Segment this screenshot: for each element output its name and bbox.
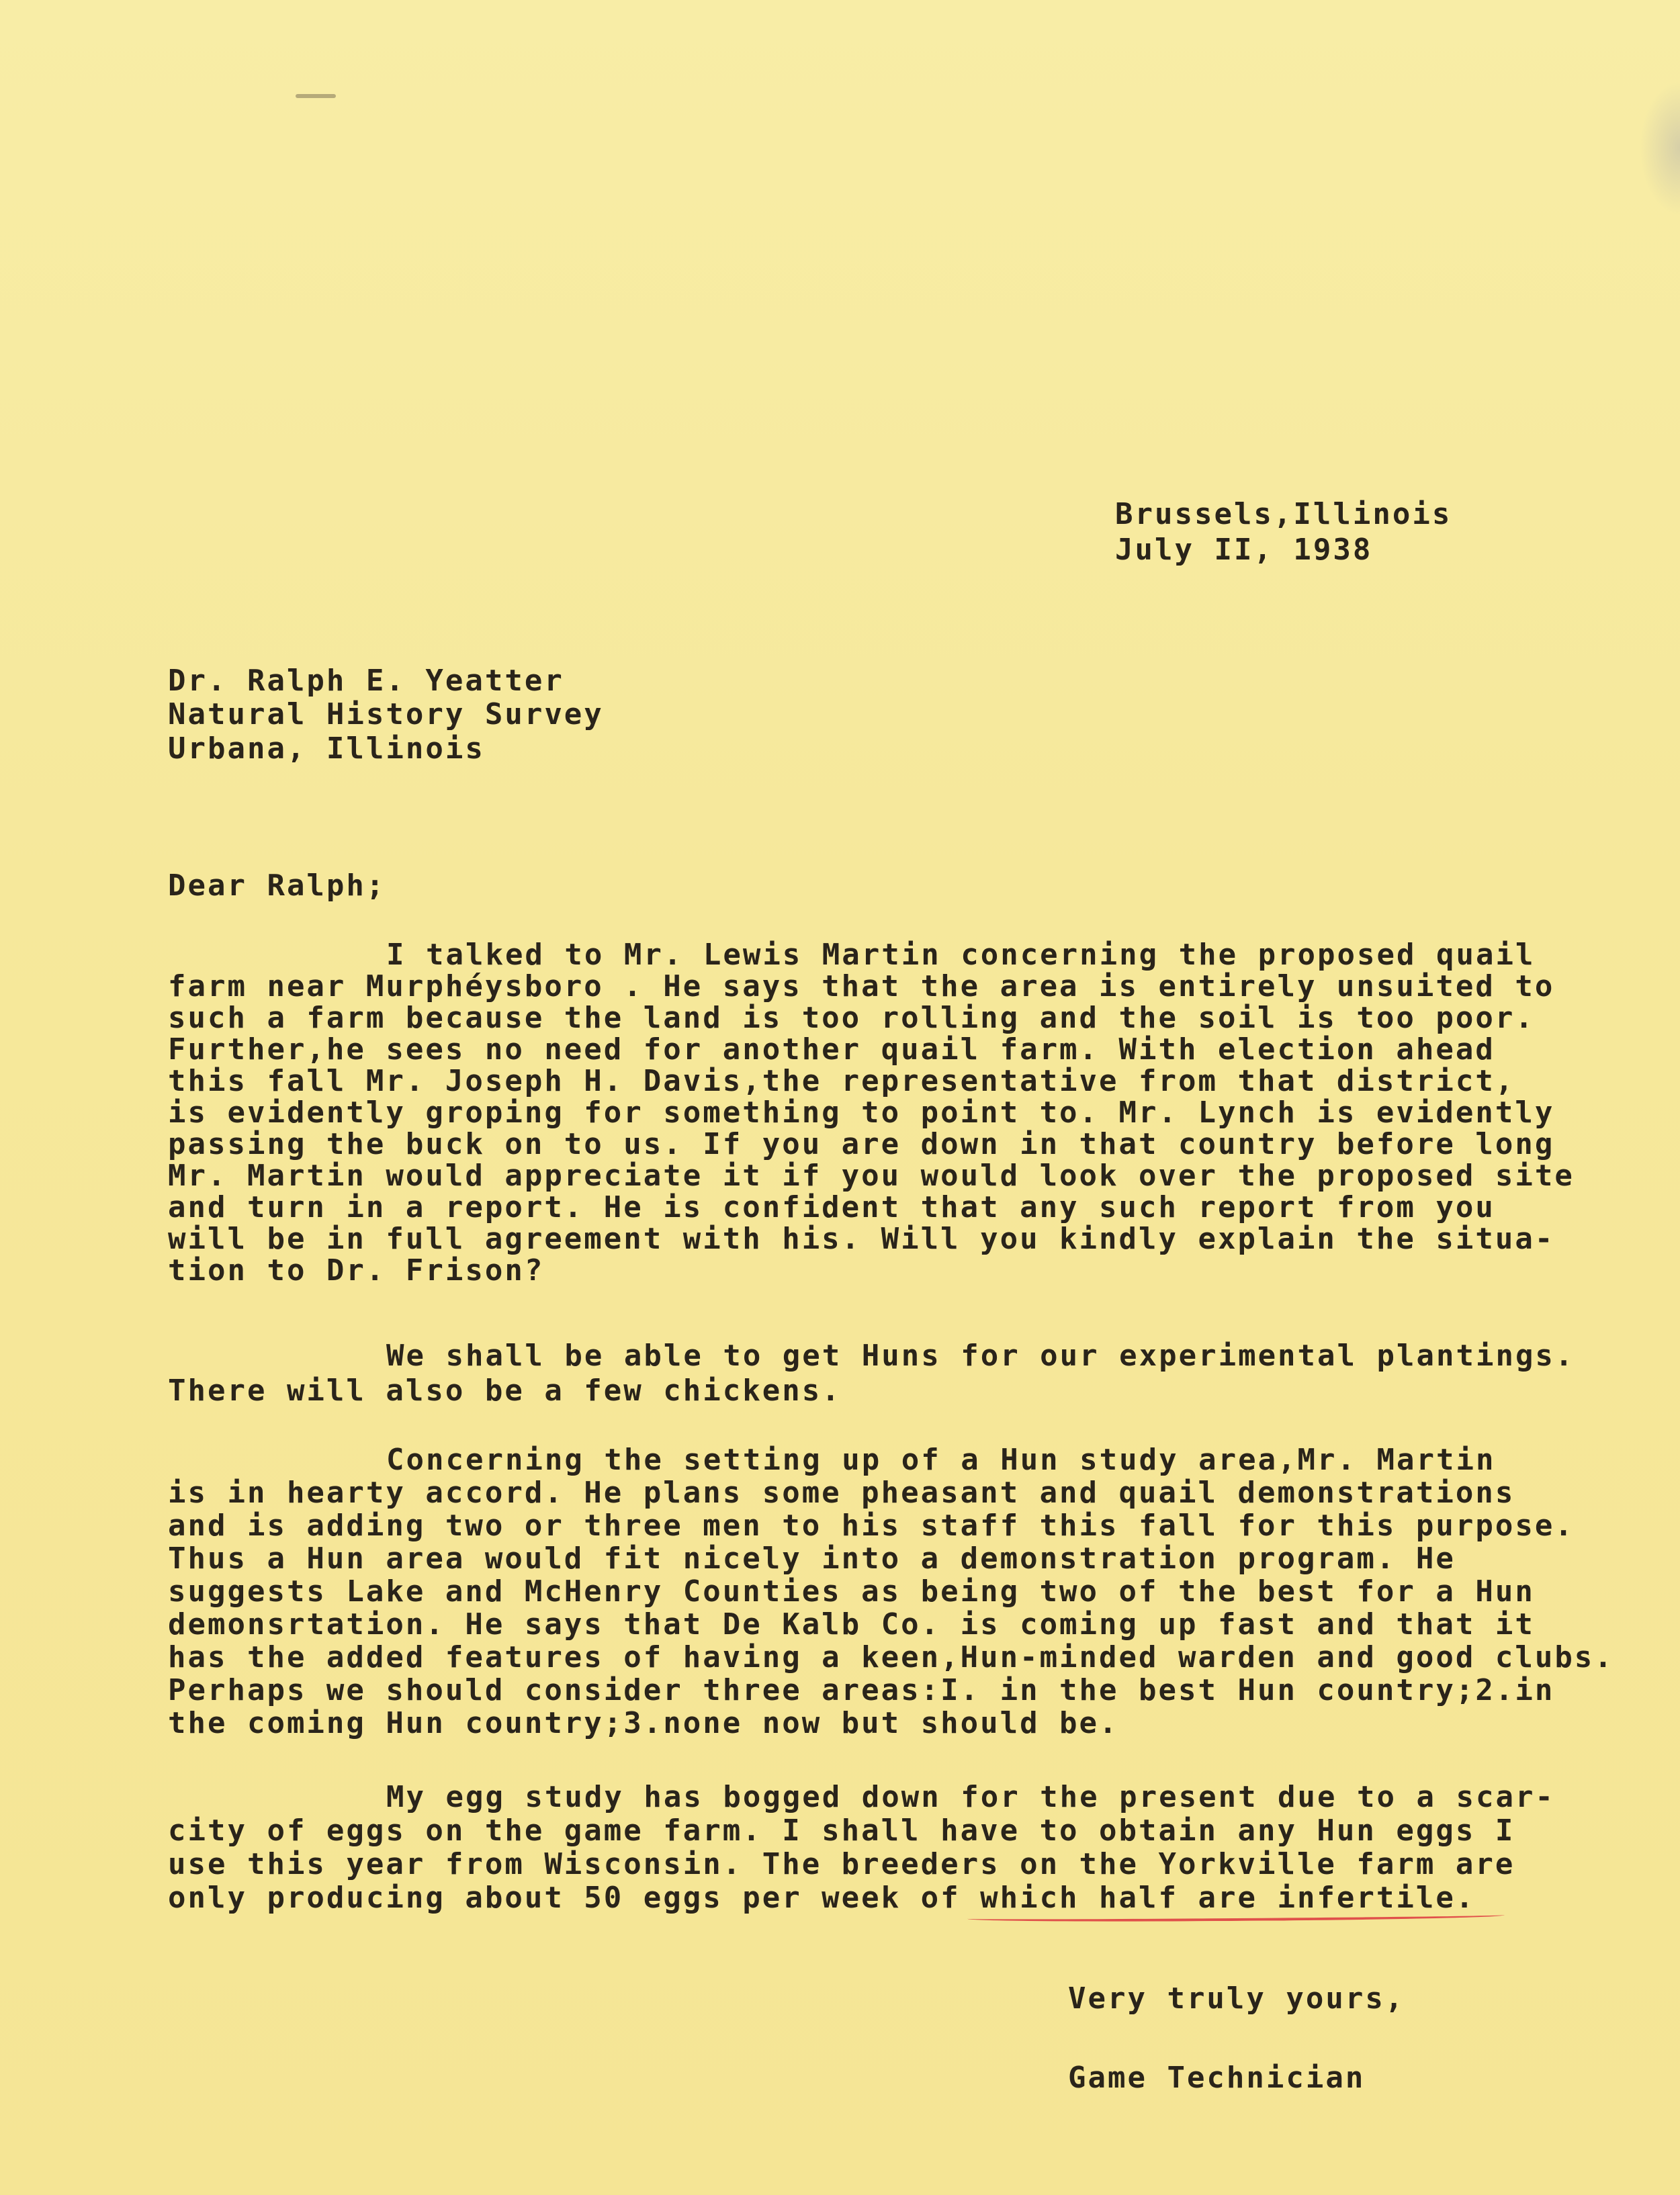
- para3-line: the coming Hun country;3.none now but should be.: [168, 1706, 1119, 1740]
- para1-line: Further,he sees no need for another quail farm. With election ahead: [168, 1032, 1495, 1067]
- para3-line: has the added features of having a keen,Hun-minded warden and good clubs.: [168, 1640, 1614, 1674]
- para1-line: tion to Dr. Frison?: [168, 1253, 545, 1288]
- signature-title: Game Technician: [1068, 2061, 1366, 2095]
- date-line: July II, 1938: [1115, 533, 1373, 567]
- para1-line: and turn in a report. He is confident that any such report from you: [168, 1190, 1495, 1224]
- para3-line: Perhaps we should consider three areas:I. in the best Hun country;2.in: [168, 1673, 1555, 1707]
- recipient-name: Dr. Ralph E. Yeatter: [168, 664, 564, 698]
- para4-line: My egg study has bogged down for the present due to a scar-: [386, 1780, 1555, 1814]
- para4-line: use this year from Wisconsin. The breeders on the Yorkville farm are: [168, 1847, 1515, 1881]
- para4-line: city of eggs on the game farm. I shall have to obtain any Hun eggs I: [168, 1813, 1515, 1848]
- para1-line: farm near Murphéysboro . He says that the area is entirely unsuited to: [168, 969, 1555, 1003]
- para1-line: will be in full agreement with his. Will you kindly explain the situa-: [168, 1222, 1555, 1256]
- para1-line: such a farm because the land is too rolling and the soil is too poor.: [168, 1001, 1535, 1035]
- para3-line: and is adding two or three men to his staff this fall for this purpose.: [168, 1509, 1575, 1543]
- para3-line: is in hearty accord. He plans some pheasant and quail demonstrations: [168, 1476, 1515, 1510]
- closing: Very truly yours,: [1068, 1981, 1405, 2016]
- place-line: Brussels,Illinois: [1115, 497, 1452, 531]
- para2-line: We shall be able to get Huns for our experimental plantings.: [386, 1339, 1575, 1373]
- para3-line: Thus a Hun area would fit nicely into a demonstration program. He: [168, 1541, 1456, 1576]
- salutation: Dear Ralph;: [168, 868, 386, 903]
- para3-line: Concerning the setting up of a Hun study area,Mr. Martin: [386, 1443, 1496, 1477]
- para1-line: I talked to Mr. Lewis Martin concerning the proposed quail: [386, 938, 1536, 972]
- para3-line: suggests Lake and McHenry Counties as being two of the best for a Hun: [168, 1574, 1535, 1609]
- para2-line: There will also be a few chickens.: [168, 1374, 842, 1408]
- para1-line: is evidently groping for something to point to. Mr. Lynch is evidently: [168, 1095, 1555, 1130]
- para4-line: only producing about 50 eggs per week of which half are infertile.: [168, 1881, 1476, 1915]
- para1-line: passing the buck on to us. If you are down in that country before long: [168, 1127, 1555, 1161]
- page-edge-shadow: [1640, 81, 1680, 215]
- recipient-org: Natural History Survey: [168, 697, 604, 731]
- recipient-city: Urbana, Illinois: [168, 731, 485, 766]
- ink-smudge: [296, 94, 336, 98]
- para1-line: Mr. Martin would appreciate it if you would look over the proposed site: [168, 1159, 1575, 1193]
- para3-line: demonsrtation. He says that De Kalb Co. is coming up fast and that it: [168, 1607, 1535, 1642]
- para1-line: this fall Mr. Joseph H. Davis,the representative from that district,: [168, 1064, 1515, 1098]
